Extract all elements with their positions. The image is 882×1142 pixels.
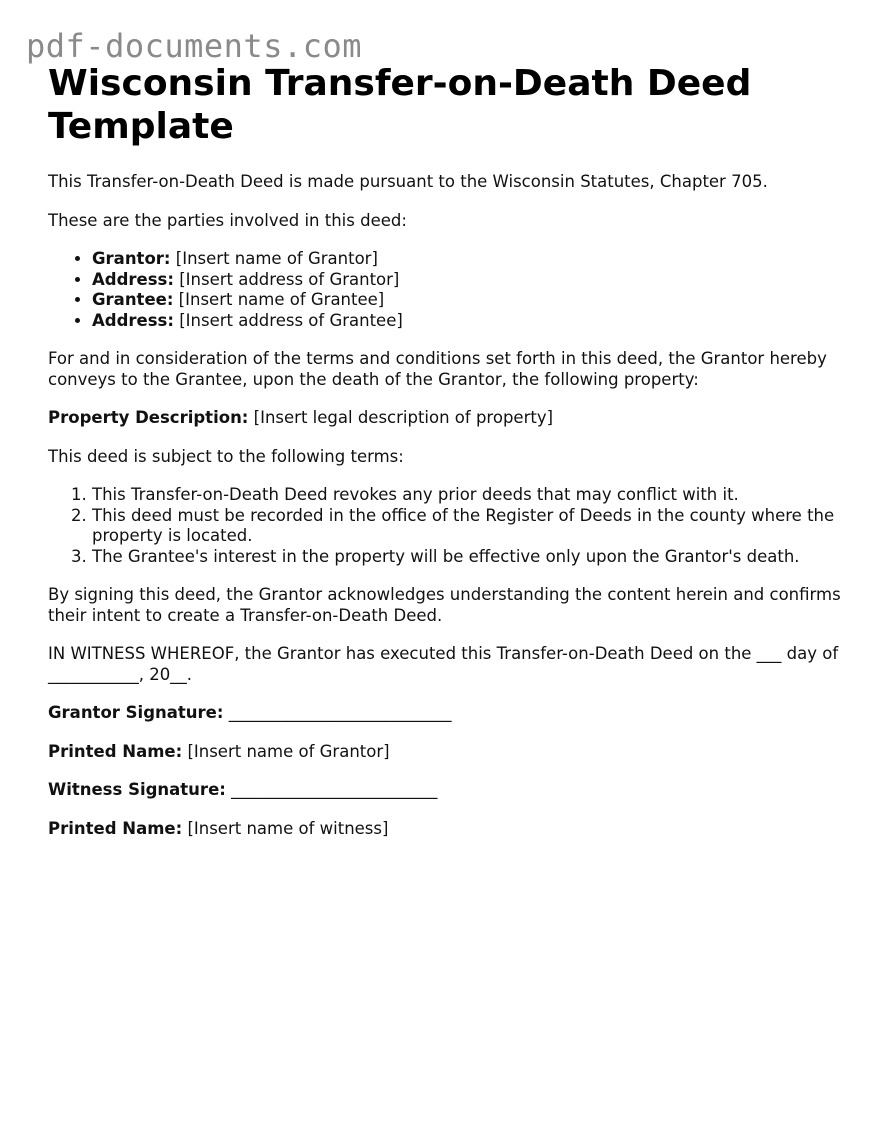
witness-printed-name xyxy=(48,819,848,840)
parties-intro: These are the parties involved in this deed: xyxy=(48,210,407,230)
parties-list xyxy=(48,249,848,331)
consideration-paragraph: For and in consideration of the terms and conditions set forth in this deed, the Grantor hereby conveys to the Grantee, upon the death of the Grantor, the following property: xyxy=(48,349,827,389)
party-label: Grantor: xyxy=(92,249,171,268)
party-grantor-address xyxy=(92,270,848,291)
terms-intro: This deed is subject to the following terms: xyxy=(48,446,404,466)
grantor-printed-label: Printed Name: xyxy=(48,741,183,761)
watermark: pdf-documents.com xyxy=(26,27,363,65)
document-body xyxy=(48,62,848,857)
grantor-signature-blank: ___________________________ xyxy=(223,703,452,722)
terms-list xyxy=(48,485,848,567)
property-description xyxy=(48,408,848,429)
grantor-printed-value: [Insert name of Grantor] xyxy=(182,741,390,761)
party-value: [Insert address of Grantor] xyxy=(173,269,400,289)
party-label: Address: xyxy=(92,269,174,289)
party-grantee-name xyxy=(92,290,848,311)
witness-printed-label: Printed Name: xyxy=(48,818,183,838)
party-value: [Insert name of Grantor] xyxy=(170,249,378,268)
witness-signature-label: Witness Signature: xyxy=(48,780,226,799)
witness-printed-value: [Insert name of witness] xyxy=(182,818,389,838)
party-label: Address: xyxy=(92,310,174,330)
party-grantor-name xyxy=(92,249,848,270)
witness-signature-line xyxy=(48,780,848,801)
grantor-printed-name xyxy=(48,742,848,763)
party-value: [Insert address of Grantee] xyxy=(173,310,403,330)
term-item: 1. This Transfer-on-Death Deed revokes any prior deeds that may conflict with it. xyxy=(92,485,848,506)
witness-signature-blank: _________________________ xyxy=(225,780,438,799)
term-item: 3. The Grantee's interest in the property will be effective only upon the Grantor's death. xyxy=(92,547,848,568)
party-value: [Insert name of Grantee] xyxy=(173,290,385,309)
property-label: Property Description: xyxy=(48,408,249,427)
document-title: Wisconsin Transfer-on-Death Deed Template xyxy=(48,63,752,147)
grantor-signature-line xyxy=(48,703,848,724)
term-item: 2. This deed must be recorded in the office of the Register of Deeds in the county where the property is located. xyxy=(92,506,848,547)
witness-clause: IN WITNESS WHEREOF, the Grantor has executed this Transfer-on-Death Deed on the ___ day of ___________, 20__. xyxy=(48,644,839,684)
property-value: [Insert legal description of property] xyxy=(248,408,554,427)
grantor-signature-label: Grantor Signature: xyxy=(48,703,224,722)
intro-paragraph: This Transfer-on-Death Deed is made pursuant to the Wisconsin Statutes, Chapter 705. xyxy=(48,172,768,191)
party-label: Grantee: xyxy=(92,290,174,309)
party-grantee-address xyxy=(92,311,848,332)
acknowledgment-paragraph: By signing this deed, the Grantor acknowledges understanding the content herein and confirms their intent to create a Transfer-on-Death Deed. xyxy=(48,585,841,625)
